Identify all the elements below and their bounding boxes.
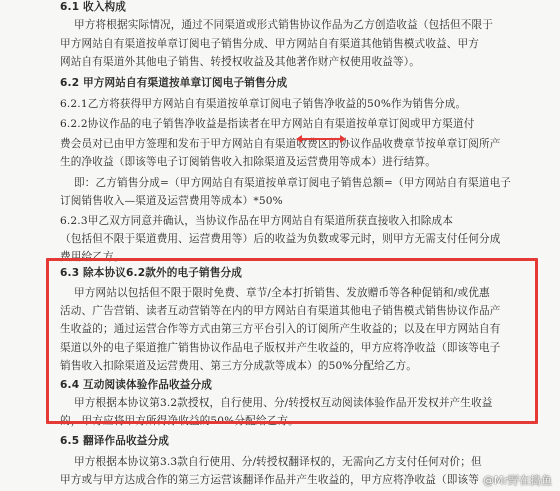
- watermark: @Mr野在捣鱼: [482, 474, 552, 487]
- paragraph-line: 6.2.1乙方将获得甲方网站自有渠道按单章订阅电子销售净收益的50%作为销售分成。: [60, 98, 467, 110]
- paragraph-line: 订阅销售收入—渠道及运营费用等成本）*50%: [60, 195, 283, 207]
- paragraph-line: 生收益的；通过运营合作等方式由第三方平台引入的订阅所产生收益的；以及在甲方网站自有: [60, 323, 501, 335]
- double-arrow-annotation: [300, 138, 342, 140]
- section-heading-6-2: 6.2 甲方网站自有渠道按单章订阅电子销售分成: [60, 77, 288, 89]
- paragraph-line: 甲方根据本协议第3.3款自行使用、分/转授权翻译权的，无需向乙方支付任何对价；但: [74, 456, 482, 468]
- paragraph-line: 生的净收益（即该等电子订阅销售收入扣除渠道及运营费用等成本）进行结算。: [60, 156, 437, 168]
- section-heading-6-1: 6.1 收入构成: [60, 1, 127, 13]
- highlight-box: [46, 258, 538, 424]
- paragraph-line: 费会员对已由甲方签理和发布于甲方网站自有渠道收费区的协议作品收费章节按单章订阅所产: [60, 138, 501, 150]
- section-heading-6-3: 6.3 除本协议6.2款外的电子销售分成: [60, 267, 242, 279]
- paragraph-line: 即：乙方销售分成=（甲方网站自有渠道按单章订阅电子销售总额=（甲方网站自有渠道电子: [74, 177, 512, 189]
- paragraph-line: 6.2.3甲乙双方同意并确认，当协议作品在甲方网站自有渠道所获直接收入扣除成本: [60, 215, 453, 227]
- paragraph-line: 的，甲方应将甲方所得净收益的50%分配给乙方。: [60, 415, 299, 427]
- paragraph-line: 销售收入扣除渠道及运营费用、第三方分成款等成本）的50%分配给乙方。: [60, 360, 418, 372]
- paragraph-line: 6.2.2协议作品的电子销售净收益是指读者在甲方网站自有渠道按单章订阅或甲方渠道付: [60, 118, 475, 130]
- paragraph-line: 费用给乙方。: [60, 251, 125, 263]
- paragraph-line: 甲方根据本协议第3.2款授权，自行使用、分/转授权互动阅读体验作品开发权并产生收益: [74, 397, 493, 409]
- paragraph-line: 活动、广告营销、读者互动营销等在内的甲方网站自有渠道其他电子销售模式销售协议作品产: [60, 305, 501, 317]
- paragraph-line: 甲方将根据实际情况，通过不同渠道或形式销售协议作品为乙方创造收益（包括但不限于: [74, 19, 494, 31]
- paragraph-line: 网站自有渠道外其他电子销售、转授权收益及其他著作财产权使用收益等）。: [60, 56, 420, 68]
- paragraph-line: 甲方网站自有渠道按单章订阅电子销售分成、甲方网站自有渠道其他销售模式收益、甲方: [60, 38, 480, 50]
- paragraph-line: 甲方或与甲方达成合作的第三方运营该翻译作品并产生收益的，甲方应将净收益（即该等: [60, 474, 480, 486]
- paragraph-line: 甲方网站以包括但不限于限时免费、章节/全本打折销售、发放赠币等各种促销和/或优惠: [74, 287, 490, 299]
- paragraph-line: （包括但不限于渠道费用、运营费用等）后的收益为负数或零元时，则甲方无需支付任何分成: [60, 233, 501, 245]
- section-heading-6-5: 6.5 翻译作品收益分成: [60, 435, 170, 447]
- paragraph-line: 渠道以外的电子渠道推广销售协议作品电子版权并产生收益的，甲方应将净收益（即该等电子: [60, 342, 501, 354]
- section-heading-6-4: 6.4 互动阅读体验作品收益分成: [60, 379, 212, 391]
